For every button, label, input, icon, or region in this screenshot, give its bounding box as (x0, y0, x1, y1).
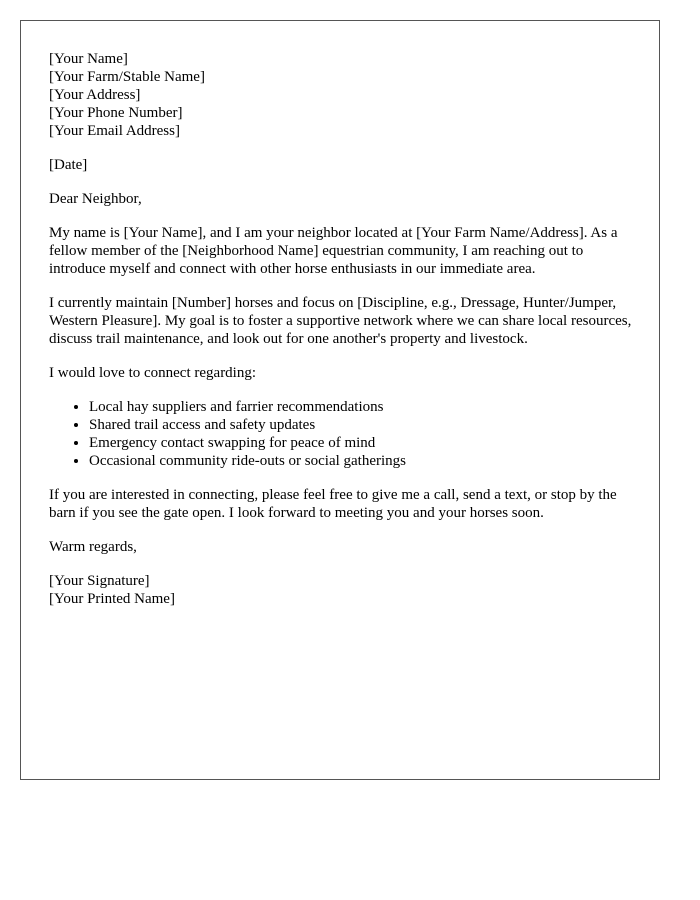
letter-date: [Date] (49, 157, 88, 173)
intro-paragraph: My name is [Your Name], and I am your neighbor located at [Your Farm Name/Address]. As a fellow member of the [Neighborhood Name] equestrian community, I am reaching out to introduce myself and connect with other horse enthusiasts in our immediate area. (49, 225, 618, 277)
list-item: • Local hay suppliers and farrier recommendations (89, 398, 639, 416)
sender-address: [Your Address] (49, 87, 141, 103)
list-item: • Shared trail access and safety updates (89, 416, 639, 434)
signoff: Warm regards, (49, 539, 137, 555)
topics-list (49, 398, 639, 470)
list-item: • Occasional community ride-outs or social gatherings (89, 452, 639, 470)
letter-page (20, 20, 660, 780)
sender-farm: [Your Farm/Stable Name] (49, 69, 205, 85)
sender-email: [Your Email Address] (49, 123, 180, 139)
closing-paragraph: If you are interested in connecting, please feel free to give me a call, send a text, or stop by the barn if you see the gate open. I look forward to meeting you and your horses soon. (49, 487, 617, 521)
list-item: • Emergency contact swapping for peace of mind (89, 434, 639, 452)
sender-name: [Your Name] (49, 51, 128, 67)
printed-name: [Your Printed Name] (49, 591, 175, 607)
sender-phone: [Your Phone Number] (49, 105, 183, 121)
about-paragraph: I currently maintain [Number] horses and focus on [Discipline, e.g., Dressage, Hunter/Jumper, Western Pleasure]. My goal is to foster a supportive network where we can share local resources, discuss trail maintenance, and look out for one another's property and livestock. (49, 295, 632, 347)
connect-intro: I would love to connect regarding: (49, 365, 257, 381)
signature-line: [Your Signature] (49, 573, 150, 589)
sender-block (49, 50, 639, 140)
letter-body (49, 50, 639, 624)
signature-block (49, 572, 639, 608)
salutation: Dear Neighbor, (49, 191, 142, 207)
